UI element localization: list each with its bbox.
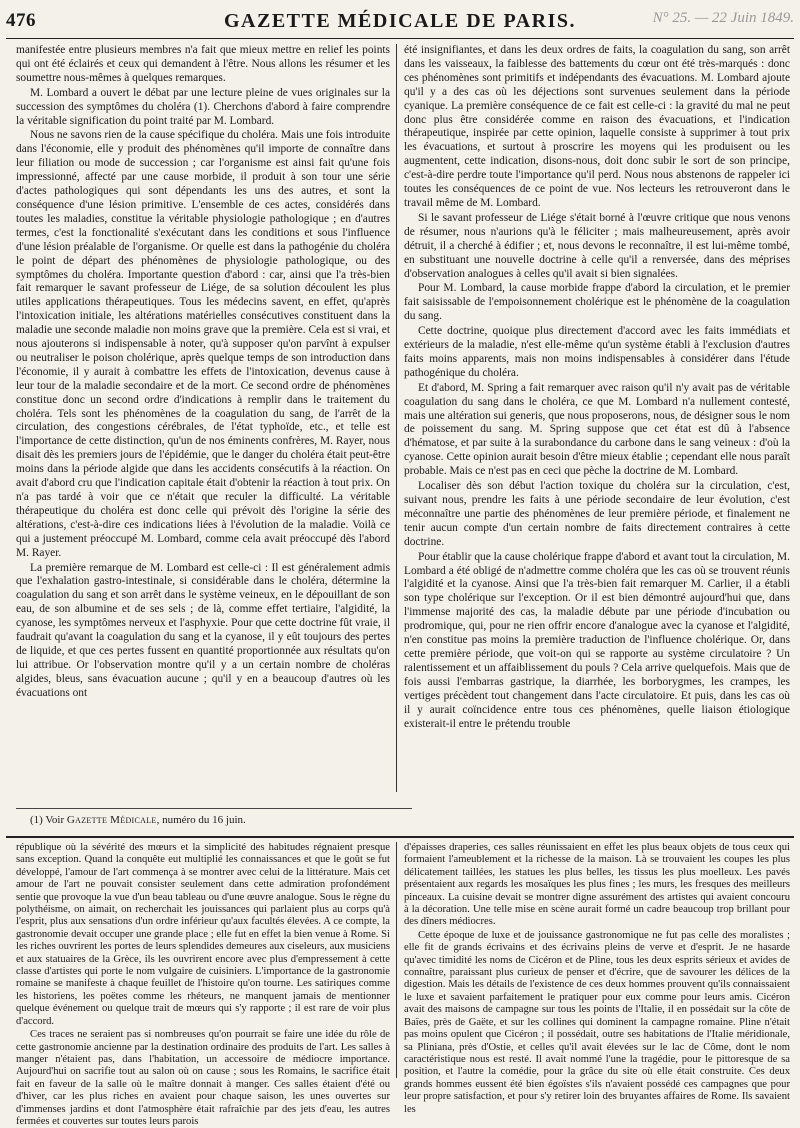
paragraph: été insignifiantes, et dans les deux ordres de faits, la coagulation du sang, son arrêt dans les vaisseaux, la faiblesse des battements du cœur ont été très-marqués : donc ces phénomènes sont primitifs et indépendants des évacuations. M. Lombard ajoute qu'il y a des cas où les déjections sont survenues seulement dans la période cyanique. La première conséquence de ce fait est celle-ci : la gravité du mal ne peut donc plus être considérée comme en raison des évacuations, et l'indication thérapeutique, inspirée par cette opinion, laquelle consiste à supprimer à tout prix les évacuations, et surtout à proscrire les moyens qui les produisent ou les augmentent, cette indication, disons-nous, doit donc subir le sort de son principe, c'est-à-dire perdre toute l'importance qu'il perd. Nous nous abstenons de rappeler ici toutes les conséquences de ce point de vue. Nos lecteurs les retrouveront dans le travail même de M. Lombard. <box>404 44 790 209</box>
paragraph: Nous ne savons rien de la cause spécifique du choléra. Mais une fois introduite dans l'économie, elle y produit des phénomènes qu'il importe de connaître dans leur filiation ou mode de succession ; car l'organisme est ainsi fait qu'une fois impressionné, affecté par une cause morbide, il produit à son tour une série d'actes pathologiques qui sont dépendants les uns des autres, et sont la conséquence d'une lésion primitive. L'ensemble de ces actes, considérés dans toutes les maladies, constitue la véritable physiologie pathologique ; en d'autres termes, c'est la fonctionalité s'exécutant dans les conditions et sous l'influence d'une lésion préalable de l'organisme. Or quelle est dans la pathogénie du choléra le point de départ des phénomènes de physiologie pathologique, ou des symptômes du choléra. Importante question d'abord : car, ainsi que l'a très-bien fait remarquer le savant professeur de Liége, de sa solution découlent les plus utiles applications thérapeutiques. Tous les médecins savent, en effet, qu'après l'intoxication initiale, les altérations matérielles consécutives constituent dans la maladie une seconde maladie non moins grave que la première. Cela est si vrai, et nous ajouterons si indispensable à noter, qu'à supposer qu'on parvînt à expulser ou neutraliser le poison cholérique, après quelque temps de son introduction dans l'économie, il y aurait à combattre les effets de l'intoxication, devenus cause à leur tour de la maladie secondaire et de la mort. Ce second ordre de phénomènes constitue donc un second ordre d'indications à remplir dans le traitement du choléra. Tels sont les phénomènes de la coagulation du sang, de l'arrêt de la circulation, des congestions cérébrales, de l'état typhoïde, etc., et telle est l'importance de cette distinction, qu'un de nos éminents confrères, M. Rayer, nous disait dès les premiers jours de l'épidémie, que le danger du choléra était peut-être moins dans la période algide que dans les accidents consécutifs à la réaction. On avait d'abord cru que l'indication capitale était d'obtenir la réaction à tout prix. On n'a pas tardé à voir que ce n'était que reculer la difficulté. La véritable thérapeutique du choléra est donc celle qui prévoit dès l'origine la série des altérations, c'est-à-dire ces indications liées à l'évolution de la maladie. Voilà ce qui a justement préoccupé M. Lombard, comme cela avait préoccupé dès l'abord M. Rayer. <box>16 129 390 559</box>
feuilleton-left-column <box>16 842 390 1127</box>
footnote-prefix: (1) Voir <box>30 814 67 826</box>
page-number: 476 <box>6 10 36 31</box>
column-divider <box>396 44 397 792</box>
paragraph: république où la sévérité des mœurs et la simplicité des habitudes régnaient presque sans exception. Quand la conquête eut multiplié les connaissances et que le goût se fut développé, l'amour de l'art commença à se montrer avec celui de la littérature. Mais cet amour de l'art ne pouvait consister seulement dans cette admiration profondément sentie que provoque la vue d'un beau tableau ou d'une œuvre analogue. Sous le règne du polythéisme, on aimait, on recherchait les jouissances qui parlaient plus au corps qu'à l'esprit, plus aux sensations d'un ordre inférieur qu'aux facultés élevées. A ce compte, la gastronomie devait occuper une grande place ; elle fut en effet la bien venue à Rome. Si les riches ouvrirent les portes de leurs splendides demeures aux ciseleurs, aux musiciens et aux statuaires de la Grèce, ils les ouvrirent encore avec plus d'empressement à cette classe d'artistes qui porte le nom vulgaire de cuisiniers. L'importance de la gastronomie romaine se manifeste à chaque feuillet de l'histoire qu'on tourne. Les satiriques comme les historiens, les poëtes comme les rhéteurs, ne manquent jamais de mentionner quelque événement ou quelque trait de mœurs qui s'y rapporte ; il est rare de voir plus d'accord. <box>16 842 390 1027</box>
paragraph: Pour établir que la cause cholérique frappe d'abord et avant tout la circulation, M. Lombard a été obligé de n'admettre comme choléra que les cas où se trouvent réunis l'algidité et la cyanose. Ainsi que l'a très-bien fait remarquer M. Carlier, il a établi son type cholérique sur l'exception. Or il est bien démontré aujourd'hui que, dans l'immense majorité des cas, la maladie débute par une période d'incubation ou prodromique, qui, pour ne rien offrir encore d'analogue avec la cyanose et l'algidité, n'en constitue pas moins la première traduction de l'influence cholérique. Or, dans cette première période, que voit-on qui se rapporte au système circulatoire ? Un ralentissement et un affaiblissement du pouls ? Cela arrive quelquefois. Mais que de fois aussi l'embarras gastrique, la diarrhée, les borborygmes, les crampes, les vertiges précèdent tout changement dans l'acte circulatoire. Et puis, dans les cas où il y aurait coïncidence entre tous ces phénomènes, quelle liaison étiologique existerait-il entre le prétendu trouble <box>404 550 790 730</box>
feuilleton-rule <box>6 836 794 838</box>
right-column <box>404 44 790 792</box>
footnote-rule <box>16 808 412 809</box>
left-column <box>16 44 390 792</box>
feuilleton-right-column <box>404 842 790 1115</box>
paragraph: Si le savant professeur de Liége s'était borné à l'œuvre critique que nous venons de résumer, nous n'aurions qu'à le féliciter ; mais malheureusement, après avoir détruit, il a cherché à édifier ; et, nous devons le reconnaître, il est lui-même tombé, en substituant une nouvelle doctrine à celle qu'il a renversée, dans des méprises d'observation analogues à celles qu'il avait si bien signalées. <box>404 211 790 280</box>
page-header <box>6 0 794 39</box>
column-divider <box>396 842 397 1078</box>
paragraph: Et d'abord, M. Spring a fait remarquer avec raison qu'il n'y avait pas de véritable coagulation du sang dans le choléra, ce que M. Lombard n'a nullement contesté, mais une altération sui generis, que nous proposerons, nous, de désigner sous le nom de poissement du sang. M. Spring suppose que cet état est dû à l'absence d'hématose, et par suite à la surabondance du carbone dans le sang veineux : d'où la cyanose. Cette opinion aurait besoin d'être mieux établie ; cependant elle nous paraît probable. Mais ce n'est pas en ceci que pèche la doctrine de M. Lombard. <box>404 381 790 478</box>
paragraph: M. Lombard a ouvert le débat par une lecture pleine de vues originales sur la succession des symptômes du choléra (1). Cherchons d'abord à faire comprendre la véritable signification du point traité par M. Lombard. <box>16 86 390 127</box>
paragraph: Ces traces ne seraient pas si nombreuses qu'on pourrait se faire une idée du rôle de cette gastronomie ancienne par la destination ordinaire des produits de l'art. Les salles à manger n'étaient pas, dans l'habitation, un accessoire de médiocre importance. Aujourd'hui on sacrifie tout au salon où on cause ; sous les Romains, le sacrifice était fait en faveur de la salle où le maître donnait à manger. Ces salles étaient d'été ou d'hiver, car les plus riches en avaient pour chaque saison, les unes ouvertes sur d'immenses jardins et dont l'atmosphère était rafraîchie par des jets d'eau, les autres fermées et couvertes sur toutes leurs parois <box>16 1029 390 1127</box>
page-title: GAZETTE MÉDICALE DE PARIS. <box>223 10 577 32</box>
paragraph: Localiser dès son début l'action toxique du choléra sur la circulation, c'est, suivant nous, prendre les faits à une période secondaire de leur évolution, c'est méconnaître une partie des phénomènes de leur première période, et finalement ne tenir aucun compte d'un certain nombre de faits directement contraires à cette doctrine. <box>404 480 790 548</box>
main-article <box>16 44 790 792</box>
paragraph: d'épaisses draperies, ces salles réunissaient en effet les plus beaux objets de tous ceux qui formaient l'ameublement et la richesse de la maison. Là se trouvaient les coupes les plus délicatement taillées, les statues les plus belles, les tissus les plus moelleux. Les pavés présentaient aux regards les mosaïques les plus fines ; les murs, les fresques des meilleurs pinceaux. La cuisine devait se montrer digne assurément des artistes qui avaient concouru à la décoration. Une telle mise en scène aurait formé un cadre beaucoup trop brillant pour des dîners médiocres. <box>404 842 790 928</box>
footnote <box>30 814 246 826</box>
issue-date: N° 25. — 22 Juin 1849. <box>652 10 794 26</box>
paragraph: Cette époque de luxe et de jouissance gastronomique ne fut pas celle des moralistes ; elle fit de grands écrivains et des écrivains pleins de verve et d'esprit. Je ne hasarde qu'avec timidité les noms de Cicéron et de Pline, tous les deux esprits sérieux et avides de connaître, paraissant plus curieux de penser et d'écrire, que de savourer les délices de la digestion. Mais les détails de l'existence de ces deux hommes prouvent qu'ils connaissaient le luxe et savaient parfaitement le pratiquer pour eux comme pour leurs amis. Cicéron avait des maisons de campagne sur tous les points de l'Italie, il en possédait sur la côte de Baïes, près de Gaëte, et sur les collines qui dominent la campagne romaine. Pline n'était pas moins opulent que Cicéron ; il possédait, outre ses habitations de l'Italie méridionale, sa Pliniana, près d'Ostie, et celles qu'il avait élevées sur le lac de Côme, dont le nom caractéristique nous est resté. Il avait nommé l'une la tragédie, pour le pittoresque de sa position, et l'autre la comédie, pour la grâce du site où elle était construite. Ces deux grands hommes eussent été bien égoïstes s'ils n'avaient possédé ces campagnes que pour leur propre satisfaction, et pour s'y retirer loin des bruyantes affaires de Rome. Ils savaient les <box>404 929 790 1115</box>
footnote-source: Gazette Médicale <box>66 814 157 826</box>
paragraph: La première remarque de M. Lombard est celle-ci : Il est généralement admis que l'exhalation gastro-intestinale, si considérable dans le choléra, détermine la coagulation du sang et son arrêt dans le système veineux, en le dépouillant de son eau, de son albumine et de ses sels ; de là, comme effet tertiaire, l'algidité, la cyanose, les symptômes nerveux et l'asphyxie. Pour que cette doctrine fût vraie, il faudrait qu'avant la coagulation du sang et la cyanose, il y eût toujours des pertes de liquide, et que ces pertes fussent en quantité proportionnée aux résultats qu'on lui attribue. Or l'observation montre qu'il y a un certain nombre de choléras algides, bleus, sans évacuation aucune ; qu'il y en a beaucoup d'autres où les évacuations ont <box>16 561 390 699</box>
paragraph: Pour M. Lombard, la cause morbide frappe d'abord la circulation, et le premier fait saisissable de l'empoisonnement cholérique est le phénomène de la coagulation du sang. <box>404 282 790 323</box>
footnote-suffix: , numéro du 16 juin. <box>156 814 246 826</box>
paragraph: manifestée entre plusieurs membres n'a fait que mieux mettre en relief les points qui ont été éclairés et ceux qui demandent à l'être. Nous allons les résumer et les soumettre nous-mêmes à quelques remarques. <box>16 44 390 84</box>
paragraph: Cette doctrine, quoique plus directement d'accord avec les faits immédiats et extérieurs de la maladie, n'est elle-même qu'un système établi à l'exclusion d'autres faits moins apparents, mais non moins indispensables à considérer dans l'étude pathogénique du choléra. <box>404 325 790 379</box>
feuilleton <box>16 842 790 1127</box>
